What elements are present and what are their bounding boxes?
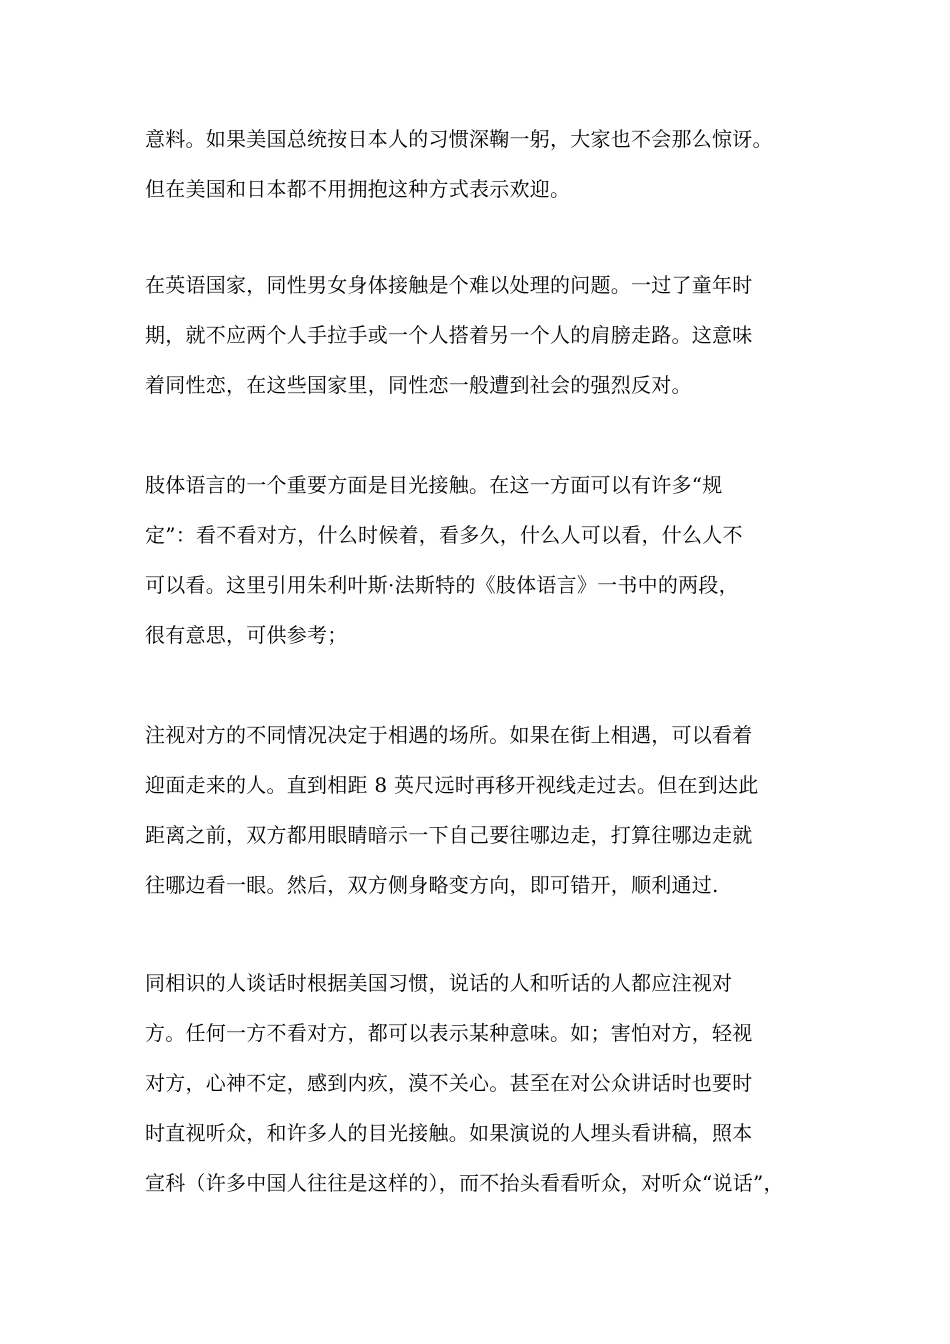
- text-line: 迎面走来的人。直到相距 8 英尺远时再移开视线走过去。但在到达此: [145, 773, 759, 797]
- text-line: 宣科（许多中国人往往是这样的），而不抬头看看听众，对听众“说话”，: [145, 1171, 784, 1195]
- text-line: 在英语国家，同性男女身体接触是个难以处理的问题。一过了童年时: [145, 273, 753, 297]
- text-line: 意料。如果美国总统按日本人的习惯深鞠一躬，大家也不会那么惊讶。: [145, 127, 773, 151]
- text-line: 同相识的人谈话时根据美国习惯，说话的人和听话的人都应注视对: [145, 971, 733, 995]
- paragraph-2: [145, 260, 810, 410]
- text-line: 期，就不应两个人手拉手或一个人搭着另一个人的肩膀走路。这意味: [145, 323, 753, 347]
- text-line: 定”：看不看对方，什么时候着，看多久，什么人可以看，什么人不: [145, 523, 743, 547]
- text-line: 对方，心神不定，感到内疚，漠不关心。甚至在对公众讲话时也要时: [145, 1071, 753, 1095]
- text-line: 着同性恋，在这些国家里，同性恋一般遭到社会的强烈反对。: [145, 373, 692, 397]
- paragraph-5: [145, 958, 810, 1208]
- text-line: 时直视听众，和许多人的目光接触。如果演说的人埋头看讲稿，照本: [145, 1121, 753, 1145]
- text-line: 注视对方的不同情况决定于相遇的场所。如果在街上相遇，可以看着: [145, 723, 753, 747]
- text-line: 很有意思，可供参考；: [145, 623, 348, 647]
- paragraph-4: [145, 710, 810, 910]
- text-line: 往哪边看一眼。然后，双方侧身略变方向，即可错开，顺利通过.: [145, 873, 719, 897]
- text-line: 方。任何一方不看对方，都可以表示某种意味。如；害怕对方，轻视: [145, 1021, 753, 1045]
- paragraph-3: [145, 460, 810, 660]
- text-line: 但在美国和日本都不用拥抱这种方式表示欢迎。: [145, 177, 571, 201]
- paragraph-1: [145, 114, 810, 214]
- text-line: 肢体语言的一个重要方面是目光接触。在这一方面可以有许多“规: [145, 473, 723, 497]
- text-line: 可以看。这里引用朱利叶斯·法斯特的《肢体语言》一书中的两段，: [145, 573, 739, 597]
- text-line: 距离之前，双方都用眼睛暗示一下自己要往哪边走，打算往哪边走就: [145, 823, 753, 847]
